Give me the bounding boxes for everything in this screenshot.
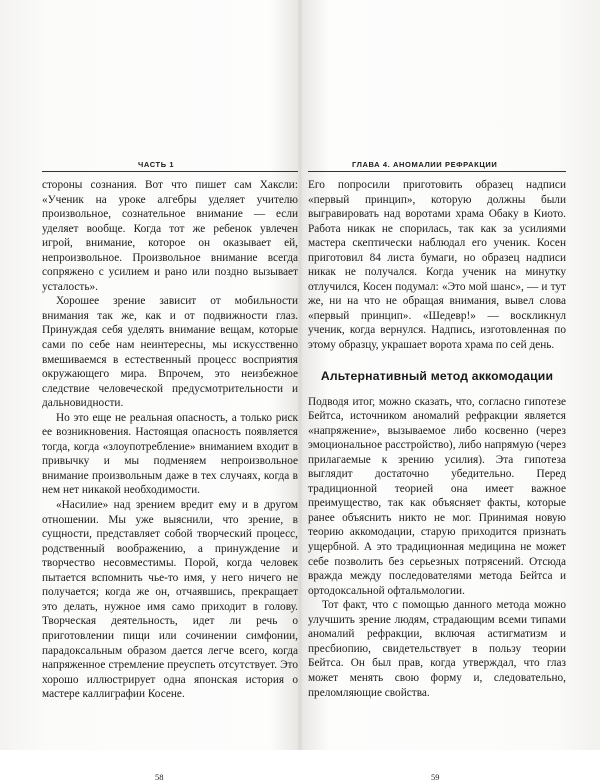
left-page: [42, 160, 298, 782]
left-paragraph-1: стороны сознания. Вот что пишет сам Хаксли: «Ученик на уроке алгебры уделяет учителю произвольное, сознательное внимание — если уделяет вообще. Когда тот же ребенок увлечен игрой, внимание, которое он оказывает ей, непроизвольное. Произвольное внимание всегда сопряжено с усилием и рано или поздно вызывает усталость».: [42, 179, 298, 293]
page-number-right: 59: [431, 772, 440, 782]
right-page: [308, 160, 566, 782]
right-paragraph-3: Тот факт, что с помощью данного метода можно улучшить зрение людям, страдающим всеми типами аномалий рефракции, включая астигматизм и пресбиопию, свидетельствует в пользу теории Бейтса. Он был прав, когда утверждал, что глаз может менять свою форму и, следовательно, преломляющие свойства.: [308, 599, 566, 699]
right-paragraph-2: Подводя итог, можно сказать, что, согласно гипотезе Бейтса, источником аномалий рефракции является «напряжение», вызываемое либо косвенно (через эмоциональное расстройство), либо напрямую (через прилагаемые к зрению усилия). Эта гипотеза выглядит достаточно убедительно. Перед традиционной теорией она имеет важное преимущество, так как объясняет факты, которые ранее объяснить никто не мог. Принимая новую теорию аккомодации, старую приходится признать ущербной. А это традиционная медицина не может себе позволить без серьезных потрясений. Отсюда вражда между последователями метода Бейтса и ортодоксальной офтальмологии.: [308, 395, 566, 597]
left-paragraph-3: Но это еще не реальная опасность, а только риск ее возникновения. Настоящая опасность появляется тогда, когда «злоупотребление» вниманием входит в привычку и мы подменяем непроизвольное внимание произвольным даже в тех случаях, когда в нем нет никакой необходимости.: [42, 411, 298, 497]
left-paragraph-2: Хорошее зрение зависит от мобильности внимания так же, как и от подвижности глаз. Принуждая себя уделять внимание вещам, которые сами по себе нам неинтересны, мы искусственно вмешиваемся в естественный процесс восприятия окружающего мира. Впрочем, это неизбежное следствие человеческой предусмотрительности и дальновидности.: [42, 295, 298, 410]
running-head-right: ГЛАВА 4. АНОМАЛИИ РЕФРАКЦИИ: [308, 160, 566, 172]
left-paragraph-4: «Насилие» над зрением вредит ему и в другом отношении. Мы уже выяснили, что зрение, в сущности, представляет собой творческий процесс, родственный воображению, а принуждение и творчество несовместимы. Порой, когда человек пытается вспомнить чье-то имя, у него ничего не получается; когда же он, отчаявшись, прекращает это делать, нужное имя само приходит в голову. Творческая деятельность, идет ли речь о приготовлении пищи или сочинении симфонии, парадоксальным образом дается легче всего, когда напряженное стремление преуспеть отсутствует. Это хорошо иллюстрирует одна японская история о мастере каллиграфии Косене.: [42, 499, 298, 701]
running-head-left: ЧАСТЬ 1: [42, 160, 298, 172]
page-number-left: 58: [155, 772, 164, 782]
section-title: Альтернативный метод аккомодации: [320, 368, 554, 383]
right-paragraph-1: Его попросили приготовить образец надписи «первый принцип», которую должны были выгравировать над воротами храма Обаку в Киото. Работа никак не спорилась, так как за усилиями мастера скептически наблюдал его ученик. Косен приготовил 84 листа бумаги, но образец надписи никак не получался. Когда ученик на минутку отлучился, Косен подумал: «Это мой шанс», — и тут же, ни на что не обращая внимания, вывел слова «первый принцип». «Шедевр!» — воскликнул ученик, когда вернулся. Надпись, изготовленная по этому образцу, украшает ворота храма по сей день.: [308, 179, 566, 352]
